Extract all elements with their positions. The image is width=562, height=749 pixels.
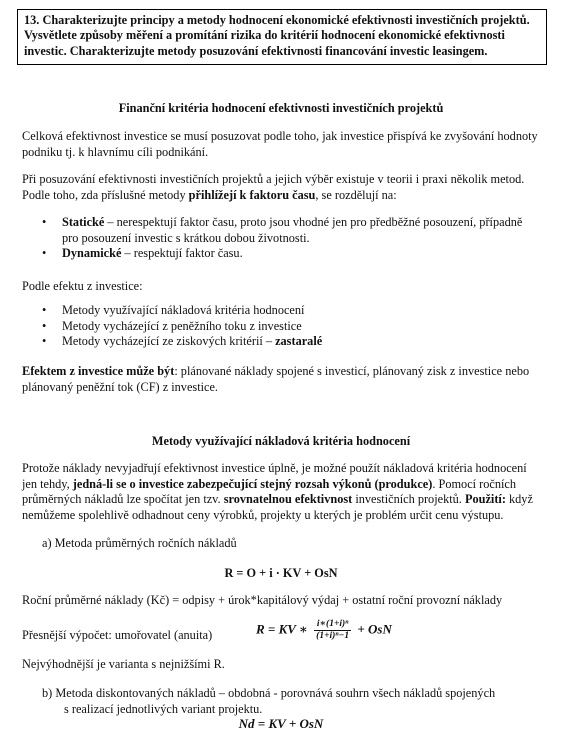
paragraph-overall-efficiency: Celková efektivnost investice se musí posuzovat podle toho, jak investice přispívá ke zvyšování hodnoty podniku tj. k hlavnímu cíli podnikání. [22,129,538,159]
bullet-icon: • [42,318,47,333]
annuity-formula: R = KV ∗ $\frac{\text{i∗(1+i)ⁿ}}{\text{(1+i)ⁿ−1}}$ + OsN [256,619,392,641]
formula-Nd: Nd = KV + OsN [238,716,324,731]
annuity-fraction: $\frac{\text{i∗(1+i)ⁿ}}{\text{(1+i)ⁿ−1}}$ [316,619,350,641]
question-line: 13. Charakterizujte principy a metody hodnocení ekonomické efektivnosti investičních projektů. [24,13,530,27]
list-item: • Metody využívající nákladová kritéria hodnocení [42,303,305,317]
formula-R: R = O + i · KV + OsN [224,566,338,580]
list-time-factor-methods [22,215,547,262]
best-variant-note: Nejvýhodnější je varianta s nejnižšími R. [22,657,225,671]
annual-costs-definition: Roční průměrné náklady (Kč) = odpisy + úrok*kapitálový výdaj + ostatní roční provozní náklady [22,593,503,607]
list-effect-methods [22,303,547,350]
paragraph-investment-effect: Efektem z investice může být: plánované náklady spojené s investicí, plánovaný zisk z investice nebo plánovaný peněžní tok (CF) z investice. [22,364,530,394]
list-item: • Dynamické – respektují faktor času. [42,246,243,261]
list-item: • Metody vycházející ze ziskových kritérií – zastaralé [42,334,323,349]
list-item: • Statické – nerespektují faktor času, proto jsou vhodné jen pro předběžné posouzení, případně pro posouzení investic s krátkou dobou životnosti. [42,215,523,245]
question-box [17,9,547,65]
bullet-icon: • [42,246,47,261]
bullet-icon: • [42,303,47,317]
list-item: • Metody vycházející z peněžního toku z investice [42,318,302,333]
paragraph-evaluation-methods: Při posuzování efektivnosti investičních projektů a jejich výběr existuje v teorii i praxi několik metod. Podle toho, zda příslušné metody přihlížejí k faktoru času, se rozdělují na: [22,172,525,202]
effect-intro: Podle efektu z investice: [22,279,143,293]
section-heading-financial-criteria: Finanční kritéria hodnocení efektivnosti investičních projektů [118,101,444,115]
bullet-icon: • [42,334,47,349]
paragraph-cost-criteria: Protože náklady nevyjadřují efektivnost investice úplně, je možné použít nákladová kritéria hodnocení jen tehdy, jedná-li se o investice zabezpečující stejný rozsah výkonů (produkce). Pomocí ročních průměrných nákladů lze spočítat jen tzv. srovnatelnou efektivnost investičních projektů. Použití: když nemůžeme spolehlivě odhadnout ceny výrobků, projekty u kterých je problém určit cenu výstupu. [22,461,533,522]
question-line: investic. Charakterizujte metody posuzování efektivnosti financování investic leasingem. [24,43,488,58]
precise-calculation-label: Přesnější výpočet: umořovatel (anuita) [22,628,213,642]
bullet-icon: • [42,215,47,229]
question-line: Vysvětlete způsoby měření a promítání rizika do kritérií hodnocení ekonomické efektivnosti [24,28,505,43]
section-heading-cost-criteria: Metody využívající nákladová kritéria hodnocení [151,434,411,448]
item-a-average-annual-costs: a) Metoda průměrných ročních nákladů [42,536,237,550]
item-b-discounted-costs: b) Metoda diskontovaných nákladů – obdobná - porovnává souhrn všech nákladů spojených s realizací jednotlivých variant projektu. [42,686,496,716]
